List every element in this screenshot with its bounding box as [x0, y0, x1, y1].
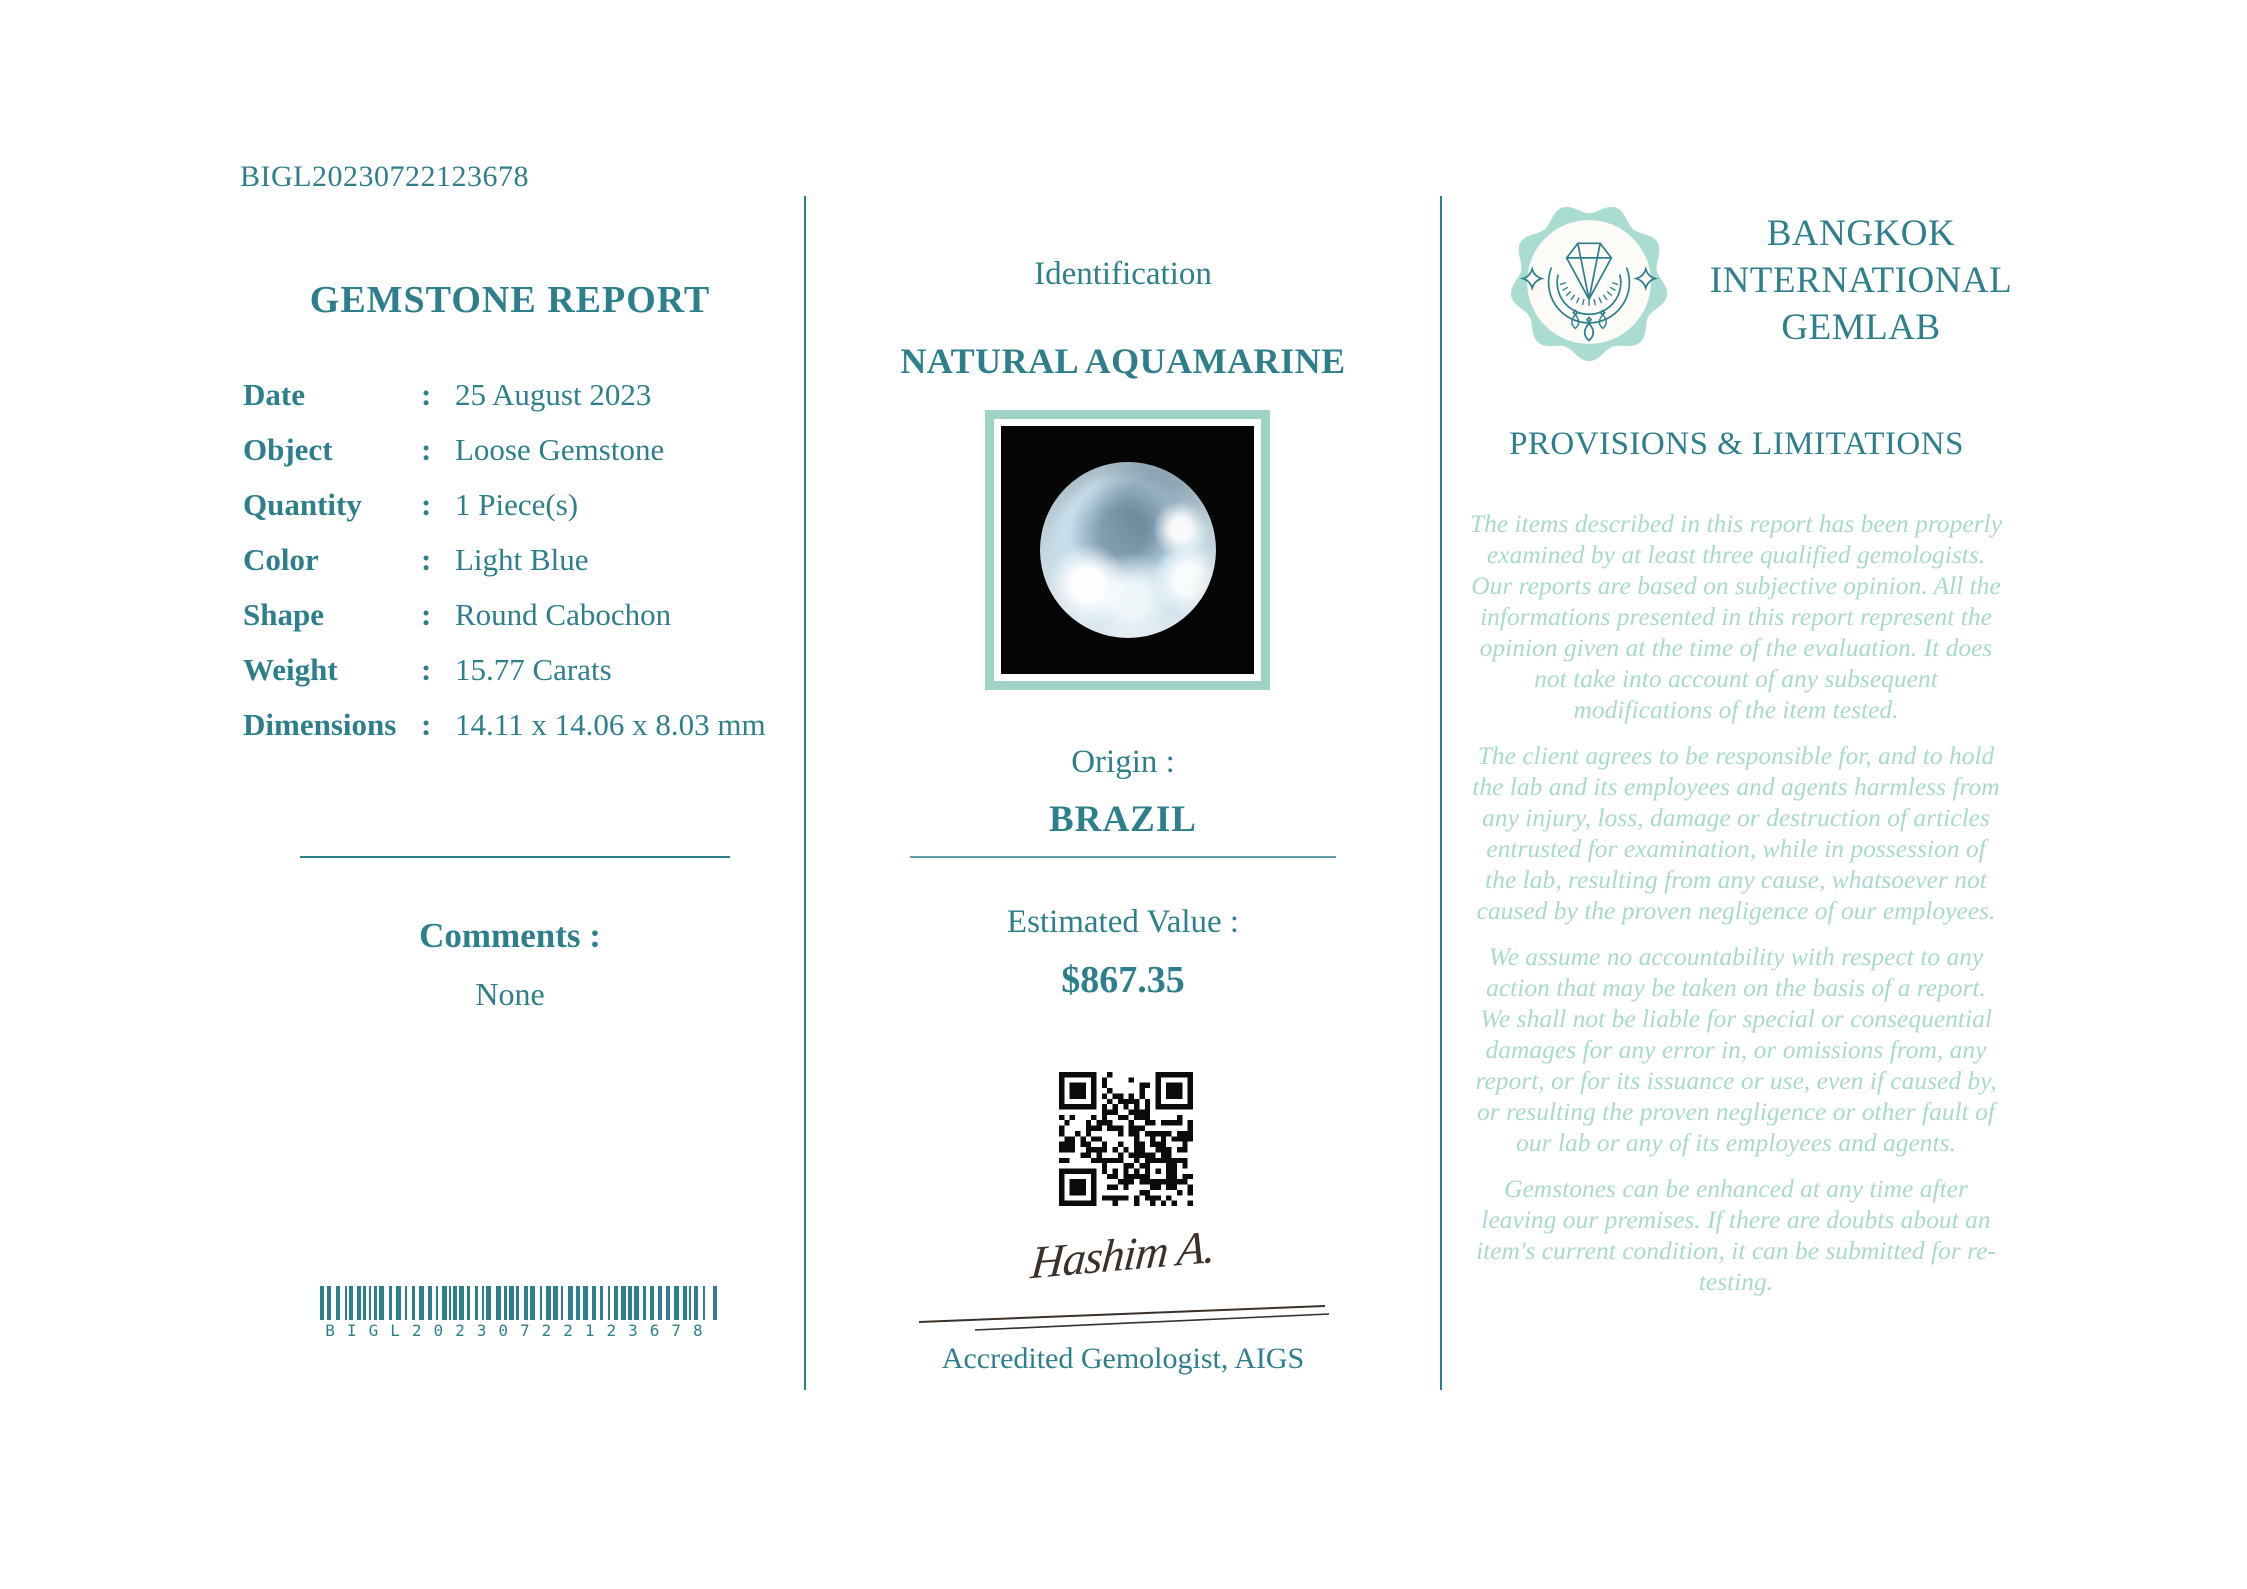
report-fields-table — [243, 378, 788, 763]
signature-text: Hashim A. — [1028, 1220, 1218, 1289]
field-row-dimensions — [243, 708, 788, 742]
lab-name-line: INTERNATIONAL — [1709, 260, 2013, 301]
provisions-paragraph: The items described in this report has been properly examined by at least three qualified gemologists. Our reports are based on subjective opinion. All the informations presented in this report represent the opinion given at the time of the evaluation. It does not take into account of any subsequent modifications of the item tested. — [1469, 509, 2003, 724]
field-label: Shape — [243, 597, 324, 632]
barcode-bars — [320, 1286, 720, 1320]
field-value: Round Cabochon — [455, 597, 672, 632]
field-value: 25 August 2023 — [455, 377, 652, 412]
field-value: Light Blue — [455, 542, 589, 577]
gem-identification-name: NATURAL AQUAMARINE — [900, 341, 1346, 381]
gemstone-photo-frame — [985, 410, 1270, 690]
field-value: 1 Piece(s) — [455, 487, 579, 522]
field-row-date — [243, 378, 788, 412]
report-title: GEMSTONE REPORT — [309, 279, 711, 321]
provisions-heading: PROVISIONS & LIMITATIONS — [1509, 426, 1964, 462]
field-row-quantity — [243, 488, 788, 522]
certifier-line: Accredited Gemologist, AIGS — [941, 1342, 1305, 1375]
barcode — [320, 1286, 720, 1340]
provisions-paragraph: Gemstones can be enhanced at any time after leaving our premises. If there are doubts about an item's current condition, it can be submitted for re-testing. — [1476, 1174, 1996, 1296]
field-value: 14.11 x 14.06 x 8.03 mm — [455, 707, 766, 742]
field-colon: : — [421, 707, 432, 742]
signature-underline — [905, 1300, 1341, 1340]
origin-value: BRAZIL — [1049, 799, 1197, 840]
qr-code — [1059, 1072, 1193, 1206]
field-colon: : — [421, 652, 432, 687]
field-row-weight — [243, 653, 788, 687]
field-colon: : — [421, 597, 432, 632]
field-label: Dimensions — [243, 707, 397, 742]
field-value: 15.77 Carats — [455, 652, 612, 687]
field-value: Loose Gemstone — [455, 432, 665, 467]
lab-name — [1686, 210, 2036, 351]
barcode-text: BIGL20230722123678 — [325, 1321, 715, 1340]
field-label: Weight — [243, 652, 338, 687]
gemologist-signature — [905, 1222, 1341, 1340]
provisions-paragraph: The client agrees to be responsible for, and to hold the lab and its employees and agents harmless from any injury, loss, damage or destruction of articles entrusted for examination, while in possession of the lab, resulting from any cause, whatsoever not caused by the proven negligence of our employees. — [1472, 741, 2000, 925]
left-section-rule — [300, 856, 730, 858]
lab-name-line: BANGKOK — [1766, 213, 1956, 254]
field-colon: : — [421, 542, 432, 577]
comments-value: None — [475, 976, 545, 1012]
field-colon: : — [421, 487, 432, 522]
field-row-shape — [243, 598, 788, 632]
comments-heading: Comments : — [419, 916, 601, 955]
field-colon: : — [421, 377, 432, 412]
provisions-paragraphs — [1468, 508, 2004, 1312]
report-number: BIGL20230722123678 — [240, 160, 529, 193]
gemlab-logo — [1503, 196, 1675, 368]
provisions-paragraph: We assume no accountability with respect to any action that may be taken on the basis of a report. We shall not be liable for special or consequential damages for any error in, or omissions from, any report, or for its issuance or use, even if caused by, or resulting the proven negligence or other fault of our lab or any of its employees and agents. — [1475, 942, 1997, 1157]
estimated-value-amount: $867.35 — [1061, 959, 1185, 1001]
field-label: Quantity — [243, 487, 362, 522]
field-label: Date — [243, 377, 305, 412]
field-row-color — [243, 543, 788, 577]
lab-name-line: GEMLAB — [1781, 307, 1941, 348]
field-row-object — [243, 433, 788, 467]
middle-section-rule — [910, 856, 1336, 858]
origin-heading: Origin : — [1071, 744, 1175, 780]
gemstone-image — [1040, 462, 1216, 638]
gemstone-photo — [1001, 426, 1254, 674]
field-label: Color — [243, 542, 319, 577]
field-label: Object — [243, 432, 333, 467]
logo-inner-circle — [1527, 220, 1651, 344]
identification-heading: Identification — [1034, 256, 1212, 292]
estimated-value-heading: Estimated Value : — [1006, 904, 1240, 940]
field-colon: : — [421, 432, 432, 467]
